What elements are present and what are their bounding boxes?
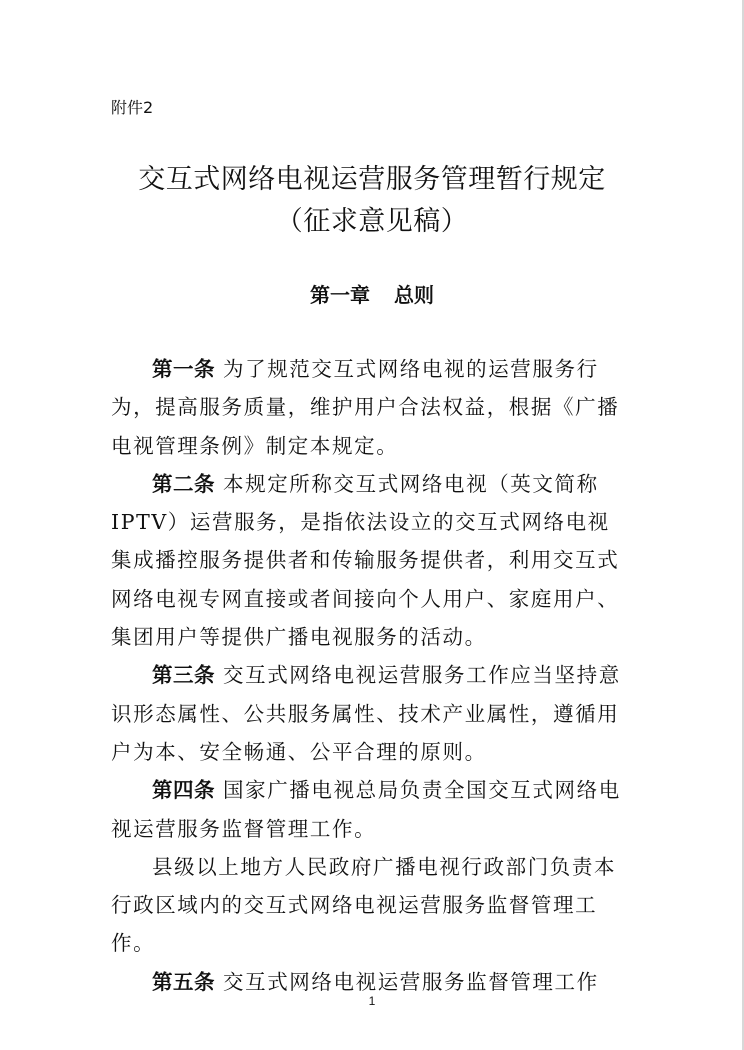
article-2 xyxy=(111,465,631,656)
article-text: 国家广播电视总局负责全国交互式网络电视运营服务监督管理工作。 xyxy=(111,778,621,841)
page-number: 1 xyxy=(368,994,376,1008)
chapter-name: 总则 xyxy=(394,283,434,307)
article-text: 交互式网络电视运营服务监督管理工作 xyxy=(223,969,599,994)
article-text: 交互式网络电视运营服务工作应当坚持意识形态属性、公共服务属性、技术产业属性，遵循用户为本、安全畅通、公平合理的原则。 xyxy=(111,663,621,764)
article-label: 第五条 xyxy=(152,969,215,994)
article-label: 第三条 xyxy=(152,663,215,688)
article-label: 第一条 xyxy=(152,357,215,381)
article-text: 本规定所称交互式网络电视（英文简称IPTV）运营服务，是指依法设立的交互式网络电视集成播控服务提供者和传输服务提供者，利用交互式网络电视专网直接或者间接向个人用户、家庭用户、集团用户等提供广播电视服务的活动。 xyxy=(111,471,620,650)
article-4-paragraph-2 xyxy=(111,848,631,963)
article-label: 第四条 xyxy=(152,778,215,803)
article-text: 县级以上地方人民政府广播电视行政部门负责本行政区域内的交互式网络电视运营服务监督管理工作。 xyxy=(111,854,617,956)
article-4 xyxy=(111,771,631,848)
article-3 xyxy=(111,656,631,771)
article-label: 第二条 xyxy=(152,471,215,496)
document-title-line2: （征求意见稿） xyxy=(275,206,469,237)
article-1 xyxy=(111,350,631,465)
chapter-heading xyxy=(0,280,744,310)
document-title-line1: 交互式网络电视运营服务管理暂行规定 xyxy=(138,164,606,195)
attachment-label: 附件2 xyxy=(111,98,154,117)
article-text: 为了规范交互式网络电视的运营服务行为，提高服务质量，维护用户合法权益，根据《广播电视管理条例》制定本规定。 xyxy=(111,357,620,458)
document-body xyxy=(111,350,631,1001)
chapter-number: 第一章 xyxy=(310,283,370,307)
